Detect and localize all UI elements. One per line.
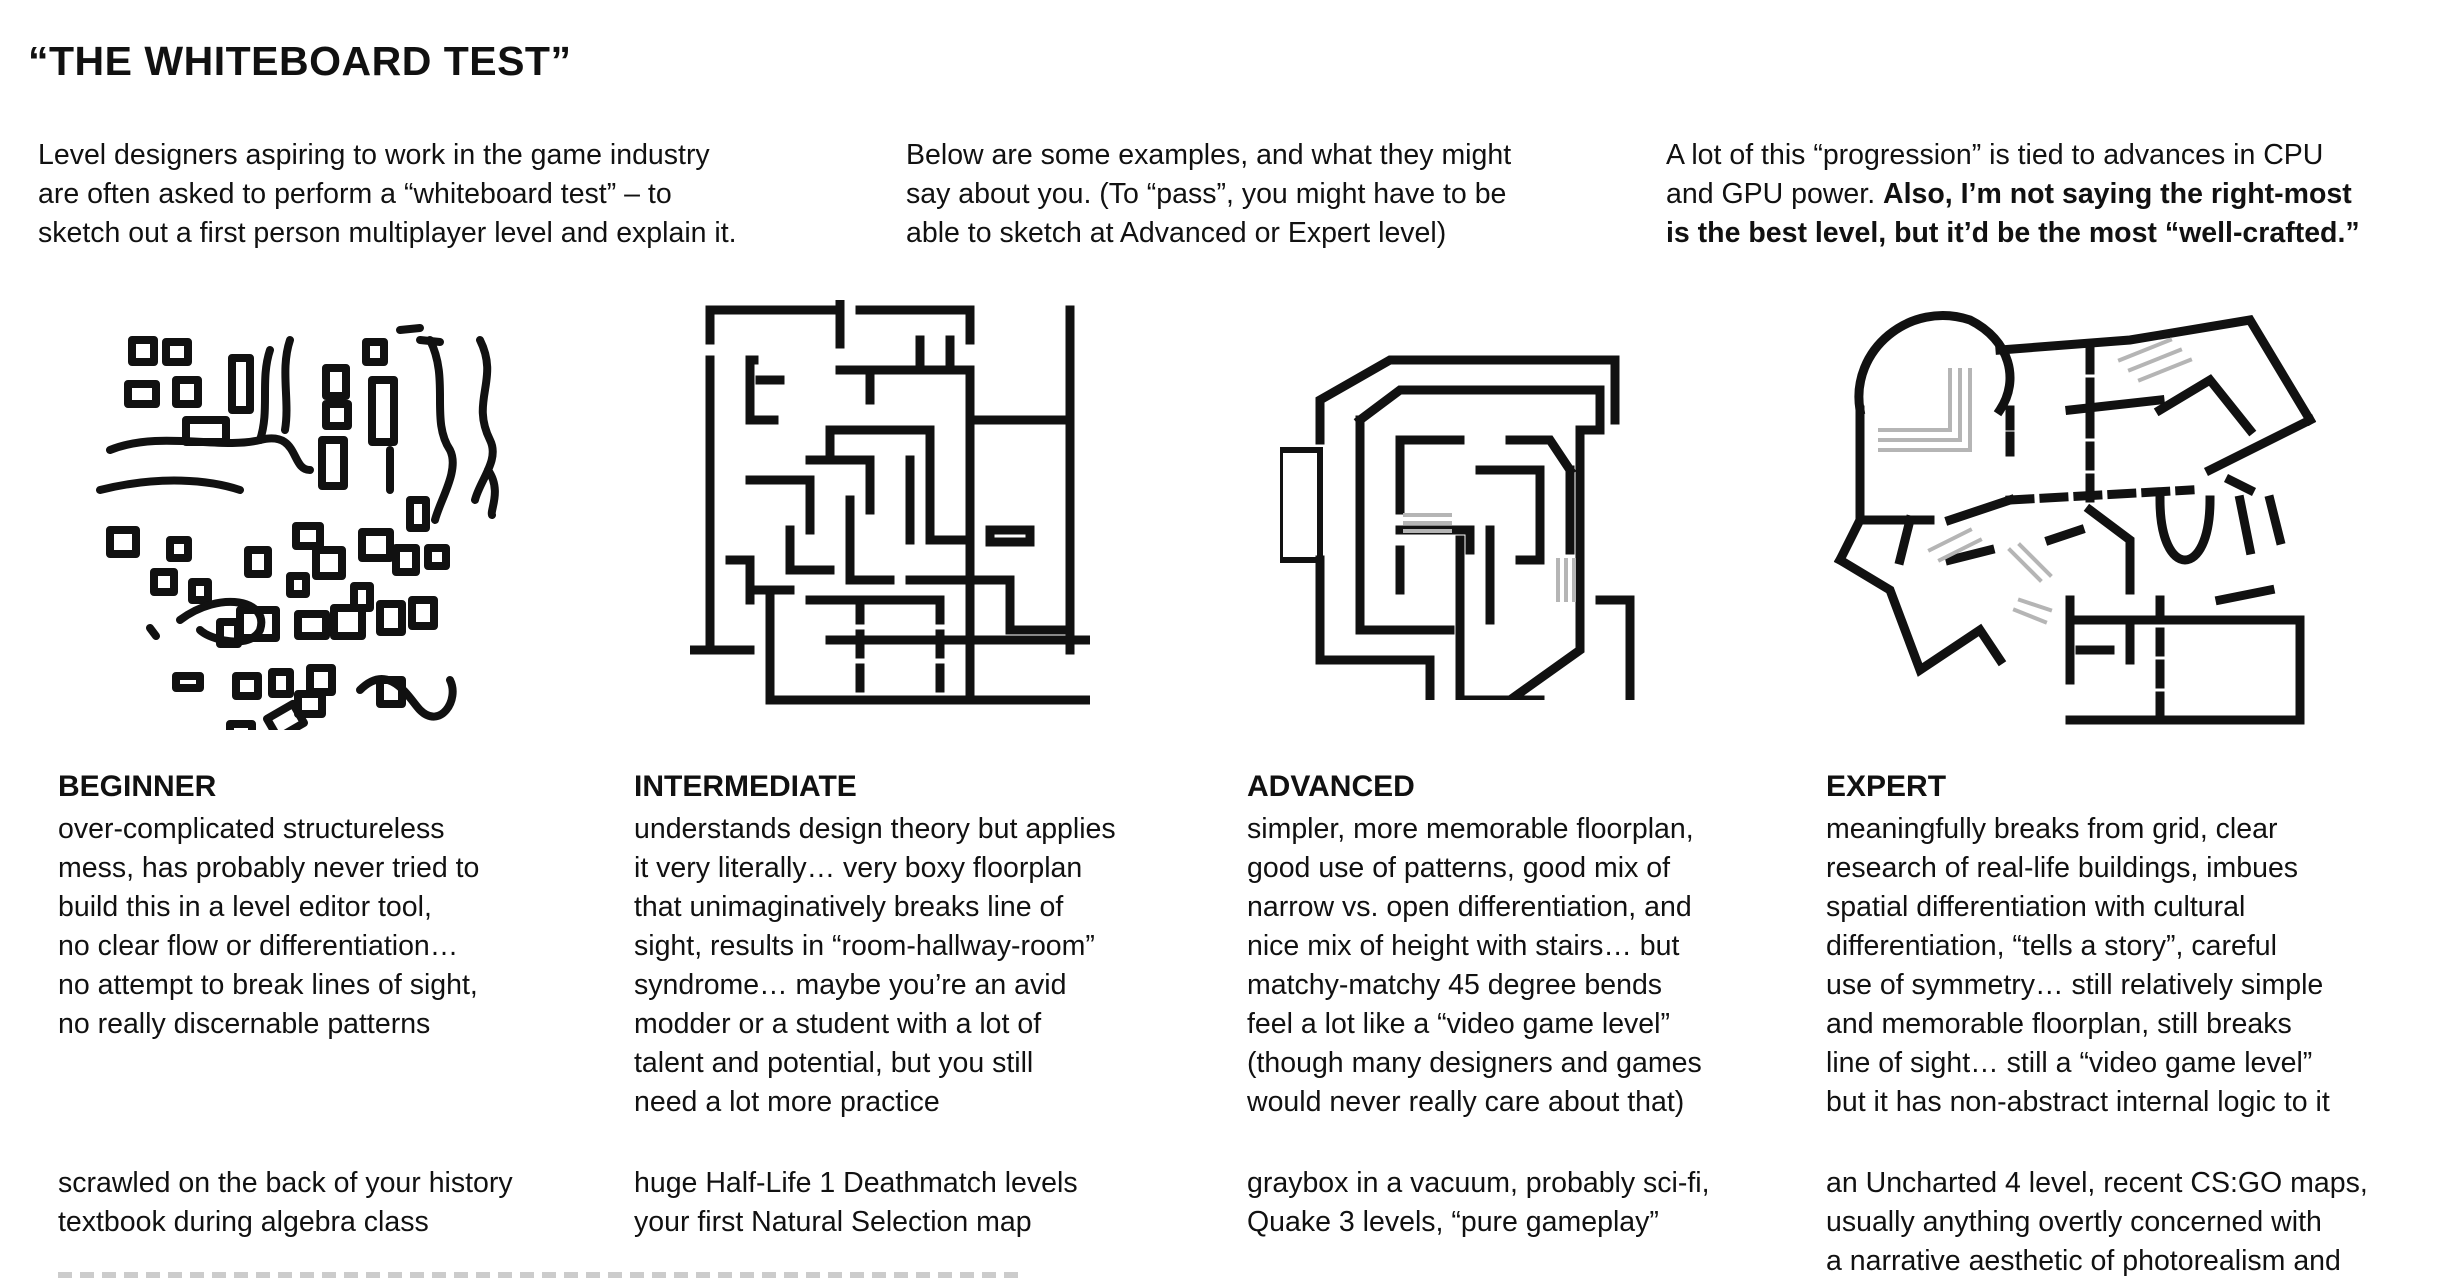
description-line: syndrome… maybe you’re an avid [634, 969, 1067, 1001]
intro-line: A lot of this “progression” is tied to advances in CPU [1666, 139, 2324, 171]
description-line: and memorable floorplan, still breaks [1826, 1008, 2292, 1040]
page-title: “THE WHITEBOARD TEST” [28, 38, 572, 84]
example-line: scrawled on the back of your history [58, 1167, 513, 1199]
intro-plain-text: and GPU power. [1666, 178, 1884, 210]
description-line: research of real-life buildings, imbues [1826, 852, 2299, 884]
description-line: spatial differentiation with cultural [1826, 891, 2246, 923]
level-heading-beginner: BEGINNER [58, 770, 217, 803]
level-description-beginner [58, 810, 479, 1044]
description-line: good use of patterns, good mix of [1247, 852, 1671, 884]
description-line: no clear flow or differentiation… [58, 930, 459, 962]
description-line: would never really care about that) [1247, 1086, 1685, 1118]
example-line: a narrative aesthetic of photorealism and [1826, 1245, 2341, 1277]
level-heading-expert: EXPERT [1826, 770, 1947, 803]
intro-line: able to sketch at Advanced or Expert level) [906, 217, 1447, 249]
description-line: nice mix of height with stairs… but [1247, 930, 1680, 962]
description-line: mess, has probably never tried to [58, 852, 480, 884]
description-line: use of symmetry… still relatively simple [1826, 969, 2324, 1001]
level-examples-expert [1826, 1164, 2368, 1281]
level-heading-advanced: ADVANCED [1247, 770, 1415, 803]
intro-paragraph-2 [906, 136, 1511, 253]
level-description-expert [1826, 810, 2330, 1122]
description-line: but it has non-abstract internal logic to it [1826, 1086, 2330, 1118]
description-line: no attempt to break lines of sight, [58, 969, 478, 1001]
description-line: differentiation, “tells a story”, careful [1826, 930, 2277, 962]
level-examples-advanced [1247, 1164, 1710, 1242]
level-heading-intermediate: INTERMEDIATE [634, 770, 857, 803]
example-line: an Uncharted 4 level, recent CS:GO maps, [1826, 1167, 2368, 1199]
description-line: sight, results in “room-hallway-room” [634, 930, 1095, 962]
description-line: modder or a student with a lot of [634, 1008, 1042, 1040]
description-line: matchy-matchy 45 degree bends [1247, 969, 1663, 1001]
description-line: no really discernable patterns [58, 1008, 431, 1040]
intro-line: Below are some examples, and what they might [906, 139, 1512, 171]
description-line: it very literally… very boxy floorplan [634, 852, 1083, 884]
expert-sketch [1830, 300, 2330, 740]
example-line: Quake 3 levels, “pure gameplay” [1247, 1206, 1659, 1238]
beginner-sketch [90, 300, 530, 730]
intermediate-sketch [690, 300, 1090, 720]
description-line: feel a lot like a “video game level” [1247, 1008, 1670, 1040]
description-line: (though many designers and games [1247, 1047, 1702, 1079]
description-line: over-complicated structureless [58, 813, 445, 845]
intro-paragraph-1 [38, 136, 737, 253]
description-line: build this in a level editor tool, [58, 891, 432, 923]
description-line: line of sight… still a “video game level” [1826, 1047, 2313, 1079]
level-description-intermediate [634, 810, 1116, 1122]
level-description-advanced [1247, 810, 1702, 1122]
cropped-text-fragment [58, 1272, 1018, 1278]
description-line: narrow vs. open differentiation, and [1247, 891, 1692, 923]
example-line: huge Half-Life 1 Deathmatch levels [634, 1167, 1078, 1199]
intro-line: say about you. (To “pass”, you might have to be [906, 178, 1507, 210]
description-line: meaningfully breaks from grid, clear [1826, 813, 2278, 845]
level-examples-intermediate [634, 1164, 1078, 1242]
description-line: understands design theory but applies [634, 813, 1116, 845]
example-line: usually anything overtly concerned with [1826, 1206, 2322, 1238]
description-line: talent and potential, but you still [634, 1047, 1034, 1079]
intro-paragraph-3 [1666, 136, 2360, 253]
intro-line-mixed [1666, 175, 2360, 214]
description-line: that unimaginatively breaks line of [634, 891, 1064, 923]
intro-line: Level designers aspiring to work in the game industry [38, 139, 710, 171]
advanced-sketch [1280, 300, 1640, 700]
description-line: need a lot more practice [634, 1086, 940, 1118]
example-line: your first Natural Selection map [634, 1206, 1032, 1238]
example-line: graybox in a vacuum, probably sci-fi, [1247, 1167, 1710, 1199]
intro-line: sketch out a first person multiplayer level and explain it. [38, 217, 737, 249]
intro-bold-line: is the best level, but it’d be the most “well-crafted.” [1666, 217, 2360, 249]
intro-line: are often asked to perform a “whiteboard test” – to [38, 178, 672, 210]
example-line: textbook during algebra class [58, 1206, 429, 1238]
level-examples-beginner [58, 1164, 513, 1242]
intro-bold-text: Also, I’m not saying the right-most [1883, 178, 2352, 210]
description-line: simpler, more memorable floorplan, [1247, 813, 1694, 845]
